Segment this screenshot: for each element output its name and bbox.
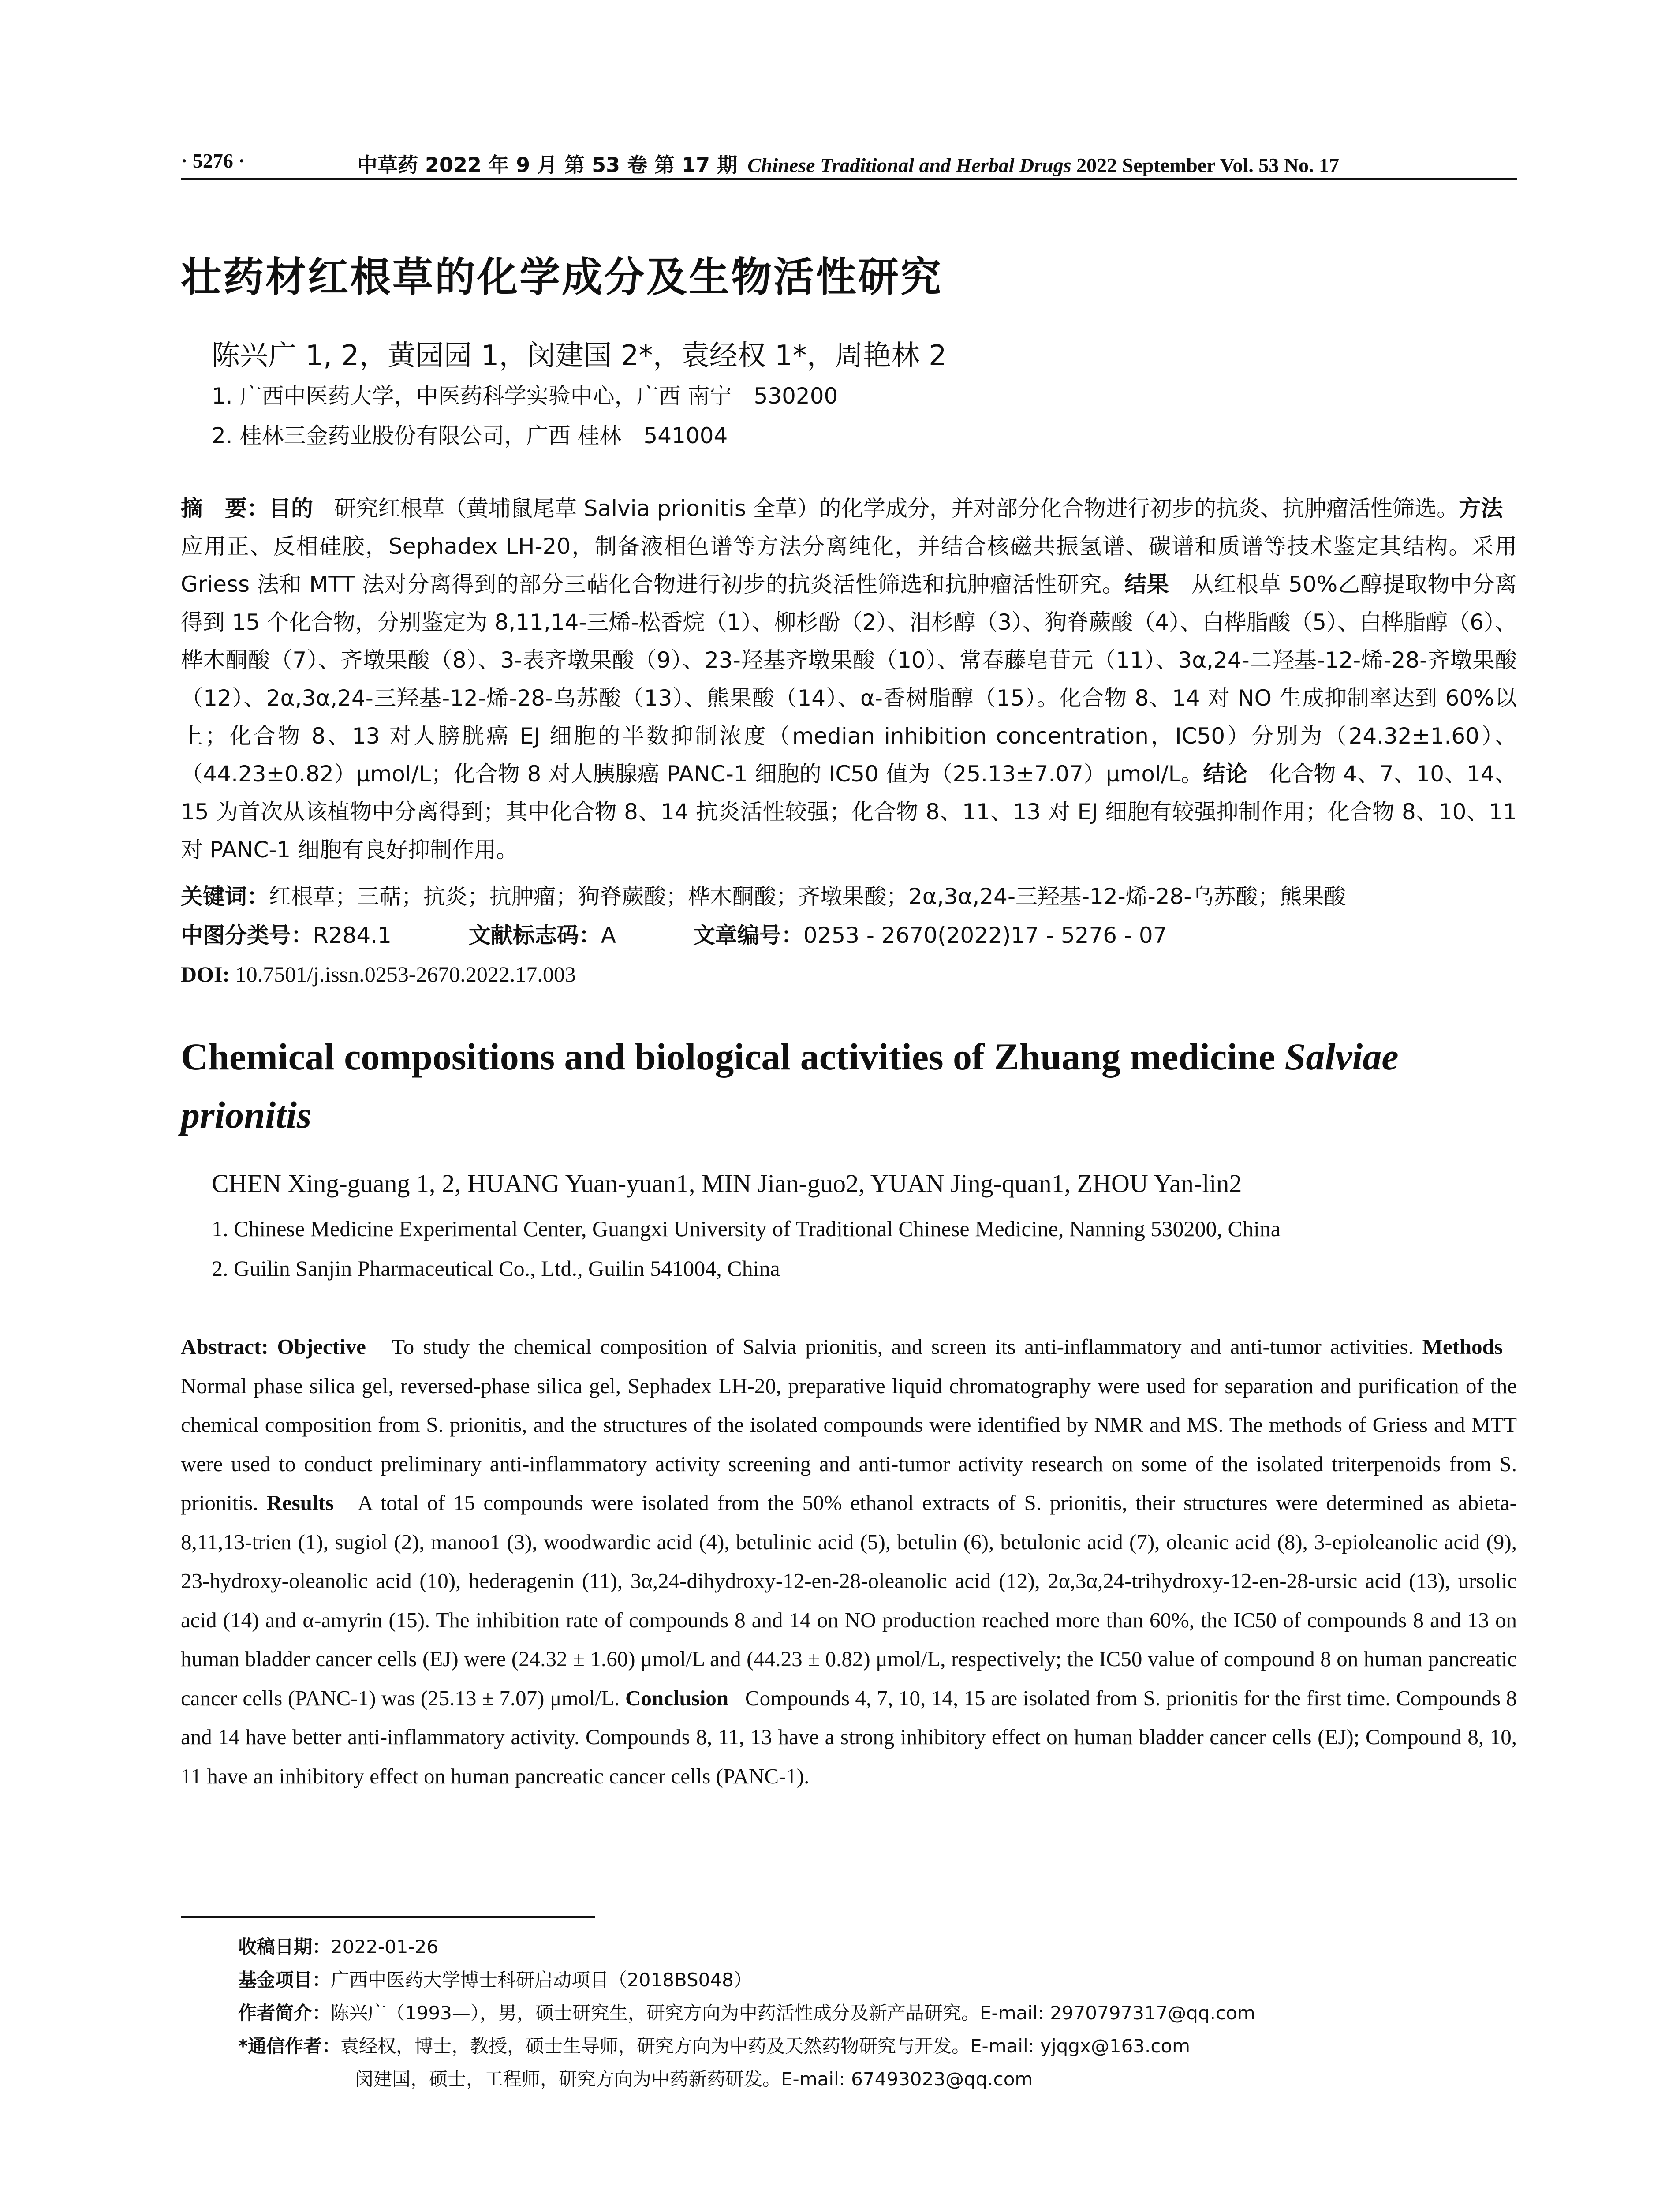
- page-number: · 5276 ·: [181, 149, 245, 172]
- footnote-received: 收稿日期：2022-01-26: [238, 1936, 439, 1958]
- footnote-fund: 基金项目：广西中医药大学博士科研启动项目（2018BS048）: [238, 1969, 752, 1991]
- footnote-rule: [181, 1916, 595, 1918]
- doi-line: DOI: 10.7501/j.issn.0253-2670.2022.17.003: [181, 962, 576, 987]
- cn-title: 壮药材红根草的化学成分及生物活性研究: [181, 254, 943, 301]
- en-methods-label: Methods: [1422, 1334, 1503, 1359]
- cn-objective-label: 目的: [269, 496, 314, 521]
- cn-objective-text: 研究红根草（黄埔鼠尾草 Salvia prionitis 全草）的化学成分，并对部分化合物进行初步的抗炎、抗肿瘤活性筛选。: [334, 496, 1459, 521]
- en-results-text: A total of 15 compounds were isolated from the 50% ethanol extracts of S. prionitis, their structures were determined as abieta-8,11,13-trien (1), sugiol (2), manoo1 (3), woodwardic acid (4), betulinic acid (5), betulin (6), betulonic acid (7), oleanic acid (8), 3-epioleanolic acid (9), 23-hydroxy-oleanolic acid (10), hederagenin (11), 3α,24-dihydroxy-12-en-28-oleanolic acid (12), 2α,3α,24-trihydroxy-12-en-28-ursic acid (13), ursolic acid (14) and α-amyrin (15). The inhibition rate of compounds 8 and 14 on NO production reached more than 60%, the IC50 of compounds 8 and 13 on human bladder cancer cells (EJ) were (24.32 ± 1.60) μmol/L and (44.23 ± 0.82) μmol/L, respectively; the IC50 value of compound 8 on human pancreatic cancer cells (PANC-1) was (25.13 ± 7.07) μmol/L.: [181, 1491, 1517, 1710]
- footnote-correspondence: *通信作者：袁经权，博士，教授，硕士生导师，研究方向为中药及天然药物研究与开发。E-mail: yjqgx@163.com: [238, 2035, 1191, 2057]
- footnote-correspondence-2: 闵建国，硕士，工程师，研究方向为中药新药研发。E-mail: 67493023@qq.com: [355, 2068, 1033, 2090]
- cn-affiliation-2: 2. 桂林三金药业股份有限公司，广西 桂林 541004: [212, 423, 728, 448]
- cn-methods-text: 应用正、反相硅胶，Sephadex LH-20，制备液相色谱等方法分离纯化，并结合核磁共振氢谱、碳谱和质谱等技术鉴定其结构。采用 Griess 法和 MTT 法对分离得到的部分三萜化合物进行初步的抗炎活性筛选和抗肿瘤活性研究。: [181, 534, 1517, 597]
- en-conclusion-text: Compounds 4, 7, 10, 14, 15 are isolated from S. prionitis for the first time. Compounds 8 and 14 have better anti-inflammatory activity. Compounds 8, 11, 13 have a strong inhibitory effect on human bladder cancer cells (EJ); Compound 8, 10, 11 have an inhibitory effect on human pancreatic cancer cells (PANC-1).: [181, 1686, 1517, 1788]
- en-affiliation-2: 2. Guilin Sanjin Pharmaceutical Co., Ltd., Guilin 541004, China: [212, 1256, 780, 1281]
- en-abstract-label: Abstract:: [181, 1334, 269, 1359]
- en-affiliation-1: 1. Chinese Medicine Experimental Center, Guangxi University of Traditional Chinese Medicine, Nanning 530200, China: [212, 1216, 1281, 1241]
- en-objective-text: To study the chemical composition of Salvia prionitis, and screen its anti-inflammatory and anti-tumor activities.: [392, 1334, 1414, 1359]
- cn-results-label: 结果: [1124, 572, 1169, 597]
- cn-results-text: 从红根草 50%乙醇提取物中分离得到 15 个化合物，分别鉴定为 8,11,14-三烯-松香烷（1）、柳杉酚（2）、泪杉醇（3）、狗脊蕨酸（4）、白桦脂酸（5）、白桦脂醇（6）、桦木酮酸（7）、齐墩果酸（8）、3-表齐墩果酸（9）、23-羟基齐墩果酸（10）、常春藤皂苷元（11）、3α,24-二羟基-12-烯-28-齐墩果酸（12）、2α,3α,24-三羟基-12-烯-28-乌苏酸（13）、熊果酸（14）、α-香树脂醇（15）。化合物 8、14 对 NO 生成抑制率达到 60%以上；化合物 8、13 对人膀胱癌 EJ 细胞的半数抑制浓度（median inhibition concentration，IC50）分别为（24.32±1.60）、（44.23±0.82）μmol/L；化合物 8 对人胰腺癌 PANC-1 细胞的 IC50 值为（25.13±7.07）μmol/L。: [181, 572, 1517, 787]
- cn-abstract: [181, 490, 1517, 869]
- en-authors: CHEN Xing-guang 1, 2, HUANG Yuan-yuan1, MIN Jian-guo2, YUAN Jing-quan1, ZHOU Yan-lin2: [212, 1169, 1242, 1198]
- cn-classification: 中图分类号：R284.1 文献标志码：A 文章编号：0253 - 2670(2022)17 - 5276 - 07: [181, 923, 1167, 948]
- cn-conclusion-text: 化合物 4、7、10、14、15 为首次从该植物中分离得到；其中化合物 8、14 抗炎活性较强；化合物 8、11、13 对 EJ 细胞有较强抑制作用；化合物 8、10、11 对 PANC-1 细胞有良好抑制作用。: [181, 761, 1517, 863]
- en-objective-label: Objective: [277, 1334, 366, 1359]
- doi-link[interactable]: 10.7501/j.issn.0253-2670.2022.17.003: [235, 962, 576, 987]
- en-results-label: Results: [266, 1491, 334, 1515]
- cn-affiliation-1: 1. 广西中医药大学，中医药科学实验中心，广西 南宁 530200: [212, 383, 838, 409]
- en-methods-text: Normal phase silica gel, reversed-phase silica gel, Sephadex LH-20, preparative liquid chromatography were used for separation and purification of the chemical composition from S. prionitis, and the structures of the isolated compounds were identified by NMR and MS. The methods of Griess and MTT were used to conduct preliminary anti-inflammatory activity screening and anti-tumor activity research on some of the isolated triterpenoids from S. prionitis.: [181, 1373, 1517, 1515]
- cn-abstract-label: 摘 要：: [181, 496, 269, 521]
- cn-conclusion-label: 结论: [1203, 761, 1248, 787]
- cn-authors: 陈兴广 1, 2，黄园园 1，闵建国 2*，袁经权 1*，周艳林 2: [212, 340, 947, 372]
- cn-keywords: 关键词：红根草；三萜；抗炎；抗肿瘤；狗脊蕨酸；桦木酮酸；齐墩果酸；2α,3α,24-三羟基-12-烯-28-乌苏酸；熊果酸: [181, 884, 1346, 909]
- en-conclusion-label: Conclusion: [625, 1686, 729, 1710]
- cn-methods-label: 方法: [1459, 496, 1503, 521]
- header-rule: [181, 178, 1517, 180]
- en-abstract: [181, 1327, 1517, 1796]
- footnote-author: 作者简介：陈兴广（1993—），男，硕士研究生，研究方向为中药活性成分及新产品研究。E-mail: 2970797317@qq.com: [238, 2002, 1255, 2024]
- en-title: Chemical compositions and biological activities of Zhuang medicine Salviae prionitis: [181, 1035, 1399, 1136]
- journal-line: 中草药 2022 年 9 月 第 53 卷 第 17 期 Chinese Traditional and Herbal Drugs 2022 September Vol. 53 No. 17: [357, 153, 1340, 177]
- running-header: [181, 145, 1517, 180]
